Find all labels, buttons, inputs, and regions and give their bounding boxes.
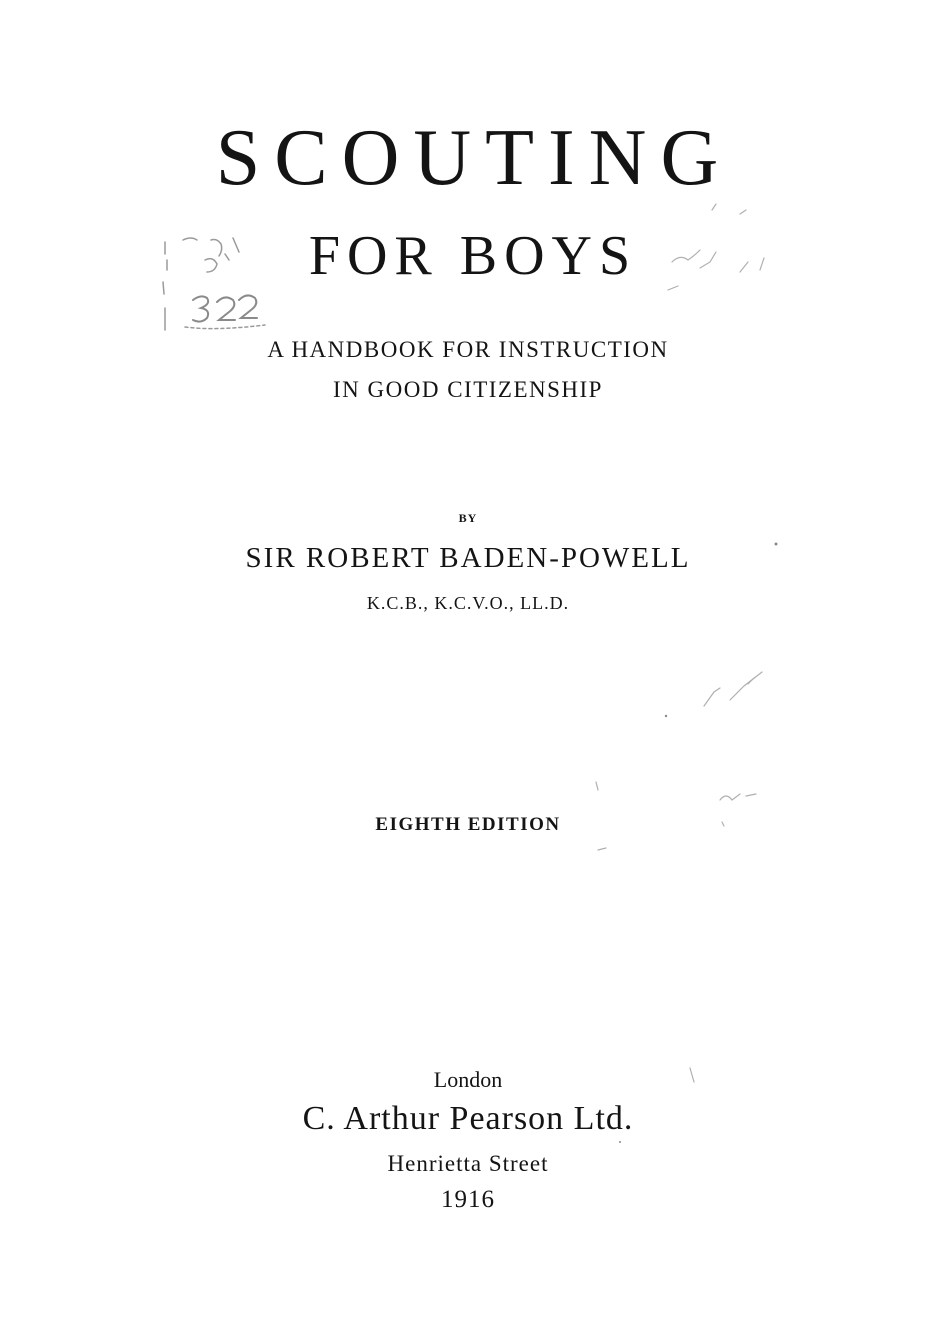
publication-year: 1916 <box>441 1186 495 1213</box>
description-line-1: A HANDBOOK FOR INSTRUCTION <box>267 337 669 362</box>
library-stamp-icon <box>155 230 280 335</box>
description-line-2: IN GOOD CITIZENSHIP <box>333 377 603 402</box>
author-name: SIR ROBERT BADEN-POWELL <box>245 542 691 574</box>
publisher-street: Henrietta Street <box>387 1151 549 1176</box>
publisher-name: C. Arthur Pearson Ltd. <box>302 1100 634 1137</box>
edition-label: EIGHTH EDITION <box>375 814 561 835</box>
author-honours: K.C.B., K.C.V.O., LL.D. <box>366 593 570 613</box>
by-label: BY <box>458 511 478 525</box>
book-title: SCOUTING <box>215 114 733 202</box>
book-subtitle: FOR BOYS <box>308 225 638 287</box>
imprint-city: London <box>433 1067 503 1092</box>
